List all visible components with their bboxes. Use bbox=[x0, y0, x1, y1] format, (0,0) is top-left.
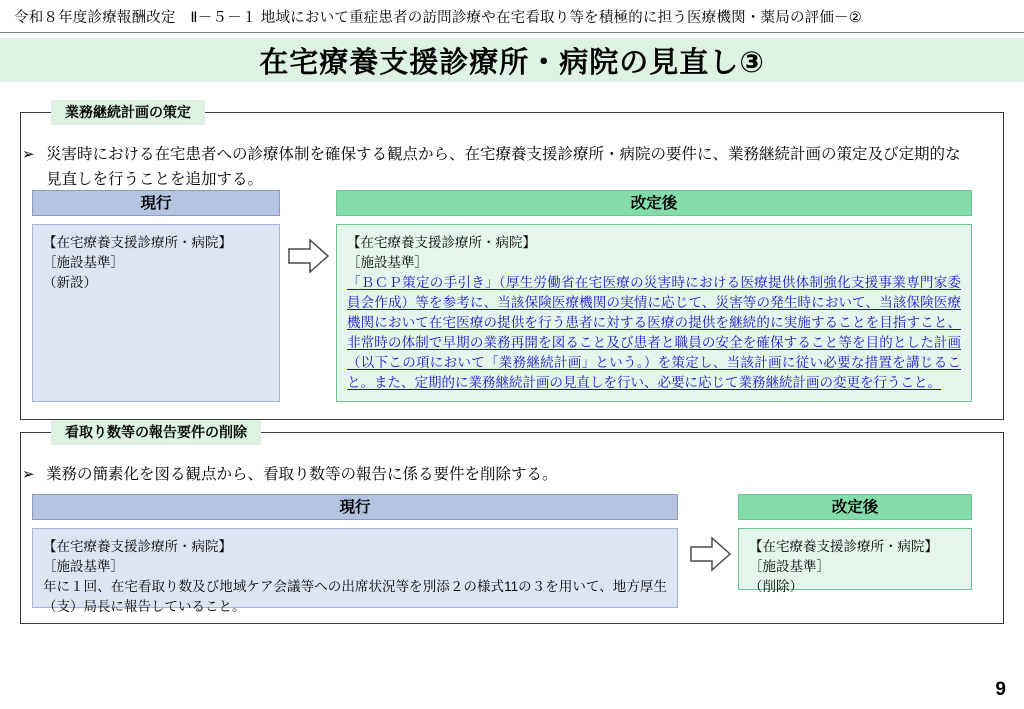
header-divider bbox=[0, 32, 1024, 33]
section2-after-header: 改定後 bbox=[738, 494, 972, 520]
text-line: （新設） bbox=[43, 275, 97, 290]
text-line: 【在宅療養支援診療所・病院】 bbox=[347, 235, 536, 250]
text-line: ［施設基準］ bbox=[43, 559, 124, 574]
text-line: ［施設基準］ bbox=[749, 559, 830, 574]
text-line: 【在宅療養支援診療所・病院】 bbox=[749, 539, 938, 554]
bullet-marker-icon: ➢ bbox=[22, 466, 35, 483]
page-number: 9 bbox=[995, 679, 1006, 700]
page-title: 在宅療養支援診療所・病院の見直し③ bbox=[259, 46, 765, 79]
section-tab-label-1: 業務継続計画の策定 bbox=[51, 100, 205, 125]
text-line: ［施設基準］ bbox=[43, 255, 124, 270]
right-arrow-icon bbox=[288, 238, 330, 274]
text-line: （削除） bbox=[749, 579, 803, 594]
section1-bullet bbox=[22, 142, 972, 192]
section2-current-header: 現行 bbox=[32, 494, 678, 520]
text-line: 【在宅療養支援診療所・病院】 bbox=[43, 235, 232, 250]
section1-current-body bbox=[32, 224, 280, 402]
section-tab-label-2: 看取り数等の報告要件の削除 bbox=[51, 420, 261, 445]
section1-after-header: 改定後 bbox=[336, 190, 972, 216]
slide-header-text: 令和８年度診療報酬改定 Ⅱ－５－１ 地域において重症患者の訪問診療や在宅看取り等を積極的に担う医療機関・薬局の評価－② bbox=[14, 10, 862, 26]
section2-after-body bbox=[738, 528, 972, 594]
section2-bullet bbox=[22, 462, 972, 487]
text-line: 年に１回、在宅看取り数及び地域ケア会議等への出席状況等を別添２の様式11の３を用いて、地方厚生（支）局長に報告していること。 bbox=[43, 579, 667, 614]
section2-bullet-text: 業務の簡素化を図る観点から、看取り数等の報告に係る要件を削除する。 bbox=[46, 466, 558, 483]
text-line: 【在宅療養支援診療所・病院】 bbox=[43, 539, 232, 554]
section1-after-body bbox=[336, 224, 972, 402]
section1-current-header: 現行 bbox=[32, 190, 280, 216]
section1-bullet-text: 災害時における在宅患者への診療体制を確保する観点から、在宅療養支援診療所・病院の要件に、業務継続計画の策定及び定期的な見直しを行うことを追加する。 bbox=[46, 146, 961, 188]
section2-current-body bbox=[32, 528, 678, 614]
section1-after-underlined-text: 「ＢＣＰ策定の手引き」（厚生労働省在宅医療の災害時における医療提供体制強化支援事業専門家委員会作成）等を参考に、当該保険医療機関の実情に応じて、災害等の発生時において、当該保険医療機関において在宅医療の提供を行う患者に対する医療の提供を継続的に実施することを目指すこと、非常時の体制で早期の業務再開を図ること及び患者と職員の安全を確保すること等を目的とした計画（以下この項において「業務継続計画」という。）を策定し、当該計画に従い必要な措置を講じること。また、定期的に業務継続計画の見直しを行い、必要に応じて業務継続計画の変更を行うこと。 bbox=[347, 275, 961, 390]
title-banner bbox=[0, 38, 1024, 82]
right-arrow-icon bbox=[690, 536, 732, 572]
text-line: ［施設基準］ bbox=[347, 255, 428, 270]
bullet-marker-icon: ➢ bbox=[22, 146, 35, 163]
